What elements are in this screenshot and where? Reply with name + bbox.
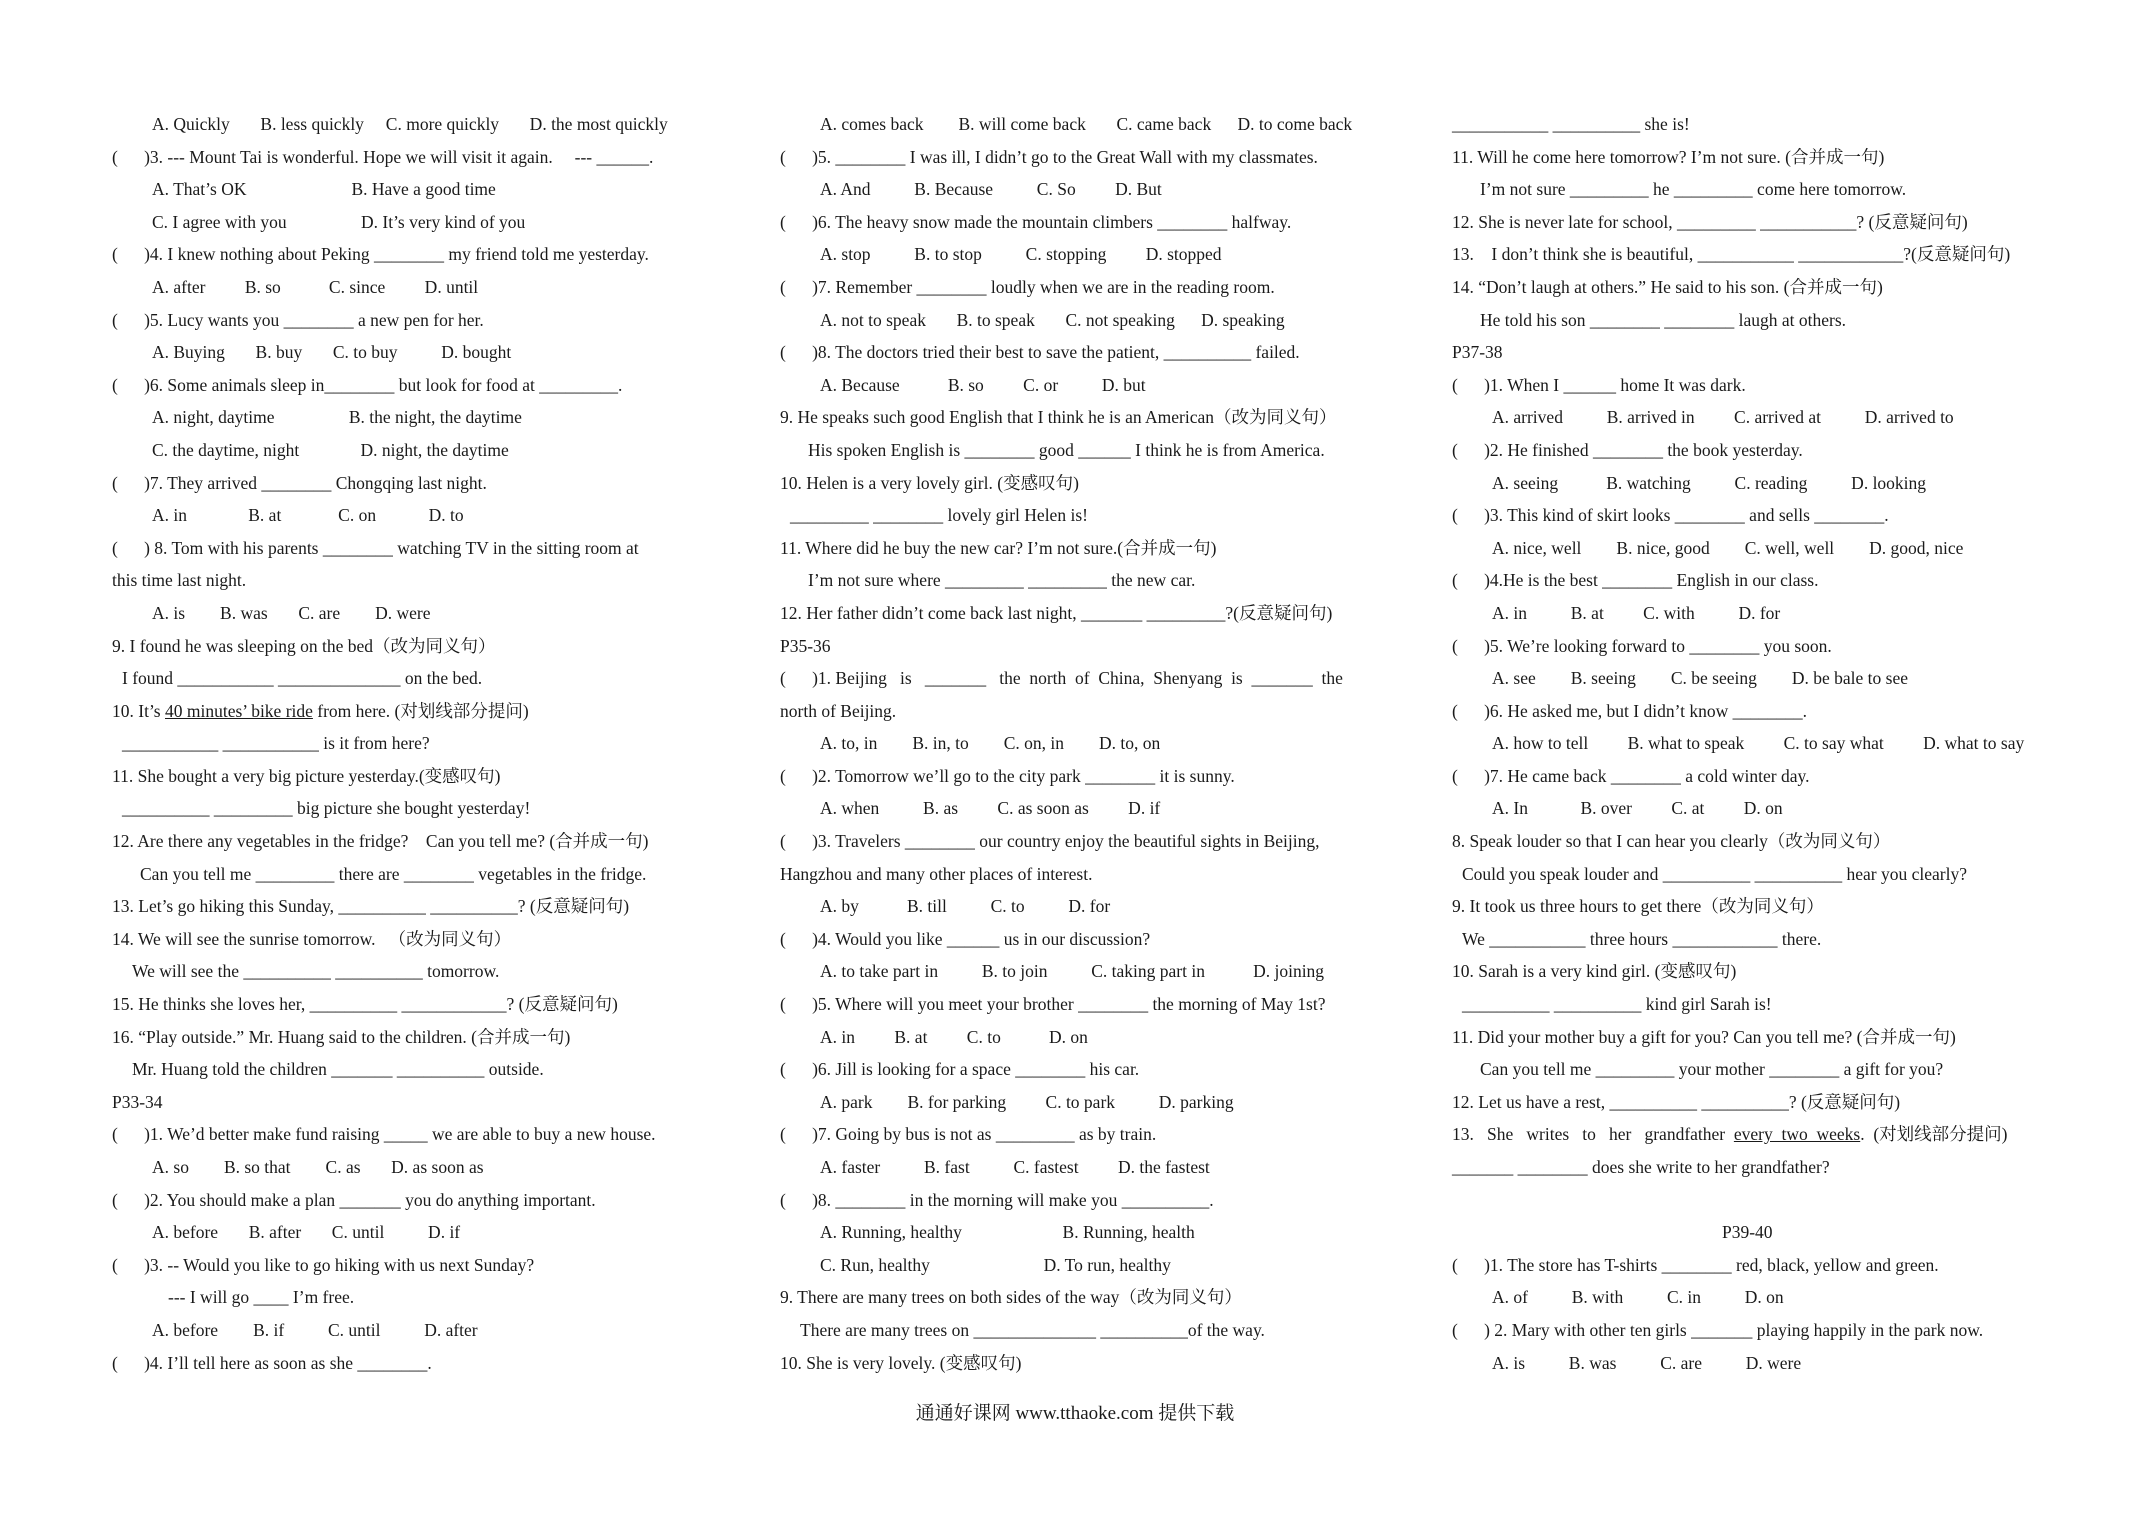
line-text: Can you tell me _________ there are ________ vegetables in the fridge.: [140, 863, 647, 884]
line-text: ( )6. Some animals sleep in________ but look for food at _________.: [112, 374, 623, 395]
line-text: A. In B. over C. at D. on: [1492, 798, 1783, 819]
line-text: A. night, daytime B. the night, the daytime: [152, 407, 522, 428]
line-text: A. in B. at C. to D. on: [820, 1026, 1088, 1047]
column-3: [1452, 108, 2052, 1379]
line-text: 10. It’s: [112, 700, 165, 721]
line-text: Can you tell me _________ your mother ________ a gift for you?: [1480, 1059, 1944, 1080]
line-text: We will see the __________ __________ tomorrow.: [132, 961, 500, 982]
line-text: ( )6. Jill is looking for a space ________ his car.: [780, 1059, 1140, 1080]
text-line: [780, 369, 1380, 402]
text-line: [1452, 630, 2052, 663]
underlined-text: every two weeks: [1733, 1124, 1861, 1145]
line-text: ( )4. I knew nothing about Peking ________ my friend told me yesterday.: [112, 244, 649, 265]
line-text: __________ __________ kind girl Sarah is!: [1462, 994, 1772, 1015]
text-line: [780, 1347, 1380, 1380]
text-line: [780, 271, 1380, 304]
line-text: 12. Are there any vegetables in the fridge? Can you tell me? (合并成一句): [112, 831, 649, 852]
text-line: [1452, 401, 2052, 434]
line-text: We ___________ three hours ____________ there.: [1462, 928, 1822, 949]
line-text: A. nice, well B. nice, good C. well, well D. good, nice: [1492, 537, 1964, 558]
text-line: [112, 1249, 712, 1282]
text-line: [112, 1086, 712, 1119]
text-line: [1452, 271, 2052, 304]
line-text: ( )2. He finished ________ the book yesterday.: [1452, 439, 1803, 460]
text-line: [112, 532, 712, 565]
text-line: [112, 108, 712, 141]
text-line: [1452, 532, 2052, 565]
line-text: I found ___________ ______________ on the bed.: [122, 668, 483, 689]
line-text: ( ) 2. Mary with other ten girls _______ playing happily in the park now.: [1452, 1319, 1984, 1340]
line-text: ___________ __________ she is!: [1452, 114, 1690, 134]
text-line: [112, 1281, 712, 1314]
line-text: 15. He thinks she loves her, __________ ____________? (反意疑问句): [112, 994, 618, 1015]
line-text: ( )5. Where will you meet your brother ________ the morning of May 1st?: [780, 994, 1326, 1015]
text-line: [112, 695, 712, 728]
text-line: [780, 727, 1380, 760]
line-text: ( )1. Beijing is _______ the north of China, Shenyang is _______ the: [780, 668, 1343, 689]
line-text: ( )4. I’ll tell here as soon as she ________.: [112, 1352, 432, 1373]
line-text: 11. Will he come here tomorrow? I’m not sure. (合并成一句): [1452, 146, 1885, 167]
text-line: [1452, 206, 2052, 239]
text-line: [112, 858, 712, 891]
text-line: [112, 792, 712, 825]
line-text: ( )4. Would you like ______ us in our discussion?: [780, 928, 1151, 949]
line-text: Hangzhou and many other places of interest.: [780, 863, 1093, 884]
text-line: [1452, 955, 2052, 988]
text-line: [780, 173, 1380, 206]
underlined-text: 40 minutes’ bike ride: [165, 700, 313, 721]
line-text: A. is B. was C. are D. were: [1492, 1352, 1802, 1373]
text-line: [112, 1347, 712, 1380]
text-line: [1452, 1118, 2052, 1151]
line-text: _______ ________ does she write to her grandfather?: [1452, 1157, 1830, 1177]
line-text: I’m not sure where _________ _________ the new car.: [808, 570, 1196, 591]
line-text: Could you speak louder and __________ __________ hear you clearly?: [1462, 863, 1967, 884]
line-text: 9. He speaks such good English that I think he is an American（改为同义句）: [780, 407, 1337, 428]
line-text: P35-36: [780, 635, 831, 656]
text-line: [1452, 369, 2052, 402]
text-line: [780, 792, 1380, 825]
text-line: [780, 1053, 1380, 1086]
text-line: [1452, 564, 2052, 597]
text-line: [1452, 304, 2052, 337]
line-text: There are many trees on ______________ __________of the way.: [800, 1319, 1265, 1340]
line-text: ( )7. He came back ________ a cold winter day.: [1452, 765, 1810, 786]
text-line: [1452, 434, 2052, 467]
text-line: [112, 1314, 712, 1347]
text-line: [112, 1053, 712, 1086]
line-text: ( )1. We’d better make fund raising _____ we are able to buy a new house.: [112, 1124, 656, 1145]
line-text: ( )8. ________ in the morning will make you __________.: [780, 1189, 1214, 1210]
text-line: [112, 238, 712, 271]
text-line: [1452, 825, 2052, 858]
text-line: [112, 1118, 712, 1151]
text-line: [112, 1151, 712, 1184]
line-text: A. Quickly B. less quickly C. more quickly D. the most quickly: [152, 114, 668, 134]
line-text: ( )7. Remember ________ loudly when we are in the reading room.: [780, 276, 1275, 297]
line-text: ( )1. The store has T-shirts ________ red, black, yellow and green.: [1452, 1254, 1939, 1275]
text-line: [112, 1184, 712, 1217]
text-line: [1452, 662, 2052, 695]
line-text: 9. I found he was sleeping on the bed（改为同义句）: [112, 635, 496, 656]
line-text: __________ _________ big picture she bought yesterday!: [122, 798, 531, 819]
text-line: [780, 1118, 1380, 1151]
column-1: [112, 108, 712, 1379]
text-line: [1452, 597, 2052, 630]
text-line: [112, 988, 712, 1021]
text-line: [780, 760, 1380, 793]
line-text: 10. Helen is a very lovely girl. (变感叹句): [780, 472, 1079, 493]
line-text: 12. She is never late for school, _________ ___________? (反意疑问句): [1452, 211, 1968, 232]
text-line: [112, 923, 712, 956]
line-text: 8. Speak louder so that I can hear you clearly（改为同义句）: [1452, 831, 1891, 852]
text-line: [1452, 1053, 2052, 1086]
line-text: 14. We will see the sunrise tomorrow. （改为同义句）: [112, 928, 512, 949]
text-line: [1452, 923, 2052, 956]
text-line: [112, 597, 712, 630]
text-line: [112, 760, 712, 793]
text-line: [780, 401, 1380, 434]
line-text: 11. Did your mother buy a gift for you? Can you tell me? (合并成一句): [1452, 1026, 1956, 1047]
text-line: [1452, 988, 2052, 1021]
text-line: [780, 532, 1380, 565]
line-text: A. of B. with C. in D. on: [1492, 1287, 1784, 1308]
text-line: [780, 141, 1380, 174]
line-text: 14. “Don’t laugh at others.” He said to his son. (合并成一句): [1452, 276, 1883, 297]
text-line: [1452, 467, 2052, 500]
line-text: ( )3. --- Mount Tai is wonderful. Hope we will visit it again. --- ______.: [112, 146, 654, 167]
text-line: [780, 662, 1380, 695]
text-line: [780, 1086, 1380, 1119]
text-line: [780, 1184, 1380, 1217]
line-text: --- I will go ____ I’m free.: [168, 1287, 355, 1308]
line-text: A. park B. for parking C. to park D. parking: [820, 1091, 1234, 1112]
text-line: [780, 467, 1380, 500]
text-line: [780, 988, 1380, 1021]
line-text: north of Beijing.: [780, 700, 897, 721]
text-line: [780, 108, 1380, 141]
line-text: A. That’s OK B. Have a good time: [152, 179, 496, 200]
line-text: A. see B. seeing C. be seeing D. be bale to see: [1492, 668, 1909, 689]
line-text: ( )5. Lucy wants you ________ a new pen for her.: [112, 309, 484, 330]
line-text: C. Run, healthy D. To run, healthy: [820, 1254, 1171, 1275]
text-line: [1452, 336, 2052, 369]
text-line: [1452, 890, 2052, 923]
text-line: [780, 923, 1380, 956]
text-line: [112, 336, 712, 369]
text-line: [1452, 695, 2052, 728]
line-text: A. Because B. so C. or D. but: [820, 374, 1146, 395]
line-text: 13. I don’t think she is beautiful, ___________ ____________?(反意疑问句): [1452, 244, 2011, 265]
line-text: ( )5. ________ I was ill, I didn’t go to the Great Wall with my classmates.: [780, 146, 1318, 167]
line-text: A. faster B. fast C. fastest D. the fastest: [820, 1157, 1210, 1177]
line-text-tail: from here. (对划线部分提问): [312, 700, 529, 721]
line-text: C. I agree with you D. It’s very kind of you: [152, 211, 526, 232]
text-line: [780, 1021, 1380, 1054]
text-line: [1452, 238, 2052, 271]
text-line: [780, 1151, 1380, 1184]
text-line: [780, 695, 1380, 728]
line-text: ( )3. Travelers ________ our country enjoy the beautiful sights in Beijing,: [780, 831, 1320, 852]
line-text: A. stop B. to stop C. stopping D. stopped: [820, 244, 1222, 265]
text-line: [112, 206, 712, 239]
line-text: P33-34: [112, 1091, 163, 1112]
text-line: [780, 1314, 1380, 1347]
text-line: [1452, 1347, 2052, 1380]
text-line: [112, 141, 712, 174]
text-line: [1452, 173, 2052, 206]
line-text-tail: . (对划线部分提问): [1860, 1124, 2008, 1145]
text-line: [112, 369, 712, 402]
line-text: A. arrived B. arrived in C. arrived at D. arrived to: [1492, 407, 1954, 428]
line-text: 13. Let’s go hiking this Sunday, __________ __________? (反意疑问句): [112, 896, 630, 917]
text-line: [780, 825, 1380, 858]
text-line: [112, 271, 712, 304]
line-text: A. to take part in B. to join C. taking part in D. joining: [820, 961, 1325, 982]
text-line: [1452, 727, 2052, 760]
text-line: [780, 206, 1380, 239]
line-text: 9. There are many trees on both sides of the way（改为同义句）: [780, 1287, 1242, 1308]
text-line: [112, 1216, 712, 1249]
text-line: [112, 1021, 712, 1054]
line-text: ( )2. You should make a plan _______ you do anything important.: [112, 1189, 596, 1210]
line-text: A. And B. Because C. So D. But: [820, 179, 1162, 200]
line-text: Mr. Huang told the children _______ __________ outside.: [132, 1059, 544, 1080]
line-text: P39-40: [1722, 1222, 1773, 1243]
line-text: C. the daytime, night D. night, the daytime: [152, 439, 509, 460]
line-text: 16. “Play outside.” Mr. Huang said to the children. (合并成一句): [112, 1026, 571, 1047]
line-text: ( )5. We’re looking forward to ________ you soon.: [1452, 635, 1832, 656]
line-text: A. in B. at C. with D. for: [1492, 602, 1781, 623]
text-line: [112, 825, 712, 858]
text-line: [780, 597, 1380, 630]
line-text: A. how to tell B. what to speak C. to say what D. what to say: [1492, 733, 2025, 754]
line-text: ( )8. The doctors tried their best to save the patient, __________ failed.: [780, 342, 1300, 363]
text-line: [112, 890, 712, 923]
text-line: [1452, 1184, 2052, 1217]
text-line: [112, 955, 712, 988]
line-text: A. not to speak B. to speak C. not speaking D. speaking: [820, 309, 1285, 330]
text-line: [1452, 1086, 2052, 1119]
line-text: A. Running, healthy B. Running, health: [820, 1222, 1195, 1243]
text-line: [780, 499, 1380, 532]
text-line: [1452, 1281, 2052, 1314]
line-text: ( )3. This kind of skirt looks ________ and sells ________.: [1452, 505, 1889, 526]
line-text: 12. Let us have a rest, __________ __________? (反意疑问句): [1452, 1091, 1901, 1112]
line-text: ( )3. -- Would you like to go hiking with us next Sunday?: [112, 1254, 535, 1275]
line-text: A. to, in B. in, to C. on, in D. to, on: [820, 733, 1161, 754]
page-footer: 通通好课网 www.tthaoke.com 提供下载: [915, 1403, 1235, 1424]
text-line: [1452, 499, 2052, 532]
text-line: [1452, 141, 2052, 174]
text-line: [1452, 1021, 2052, 1054]
line-text: ( )6. He asked me, but I didn’t know ________.: [1452, 700, 1807, 721]
text-line: [780, 630, 1380, 663]
text-line: [780, 434, 1380, 467]
text-line: [1452, 760, 2052, 793]
column-2: [780, 108, 1380, 1379]
text-line: [112, 630, 712, 663]
line-text: 10. Sarah is a very kind girl. (变感叹句): [1452, 961, 1737, 982]
text-line: [780, 955, 1380, 988]
line-text: 13. She writes to her grandfather: [1452, 1124, 1734, 1145]
line-text: I’m not sure _________ he _________ come here tomorrow.: [1480, 179, 1907, 200]
line-text: A. seeing B. watching C. reading D. looking: [1492, 472, 1927, 493]
line-text: A. when B. as C. as soon as D. if: [820, 798, 1161, 819]
text-line: [112, 467, 712, 500]
text-line: [112, 727, 712, 760]
text-line: [780, 304, 1380, 337]
text-line: [780, 238, 1380, 271]
line-text: 10. She is very lovely. (变感叹句): [780, 1352, 1022, 1373]
line-text: ( ) 8. Tom with his parents ________ watching TV in the sitting room at: [112, 537, 639, 558]
line-text: ( )7. They arrived ________ Chongqing last night.: [112, 472, 487, 493]
line-text: A. after B. so C. since D. until: [152, 276, 479, 297]
text-line: [780, 1281, 1380, 1314]
line-text: A. before B. if C. until D. after: [152, 1319, 478, 1340]
text-line: [112, 662, 712, 695]
text-line: [780, 1249, 1380, 1282]
line-text: 11. Where did he buy the new car? I’m not sure.(合并成一句): [780, 537, 1217, 558]
line-text: He told his son ________ ________ laugh at others.: [1480, 309, 1847, 330]
text-line: [780, 858, 1380, 891]
line-text: A. Buying B. buy C. to buy D. bought: [152, 342, 512, 363]
text-line: [112, 304, 712, 337]
line-text: P37-38: [1452, 342, 1503, 363]
text-line: [780, 890, 1380, 923]
line-text: this time last night.: [112, 570, 247, 591]
line-text: 11. She bought a very big picture yesterday.(变感叹句): [112, 765, 501, 786]
text-line: [1452, 1314, 2052, 1347]
line-text: ___________ ___________ is it from here?: [122, 733, 430, 754]
text-line: [780, 336, 1380, 369]
text-line: [1452, 108, 2052, 141]
text-line: [112, 401, 712, 434]
line-text: His spoken English is ________ good ______ I think he is from America.: [808, 439, 1325, 460]
line-text: A. in B. at C. on D. to: [152, 505, 464, 526]
line-text: ( )7. Going by bus is not as _________ as by train.: [780, 1124, 1157, 1145]
text-line: [1452, 858, 2052, 891]
line-text: A. so B. so that C. as D. as soon as: [152, 1157, 484, 1177]
line-text: A. comes back B. will come back C. came back D. to come back: [820, 114, 1353, 134]
line-text: A. before B. after C. until D. if: [152, 1222, 461, 1243]
line-text: 9. It took us three hours to get there（改为同义句）: [1452, 896, 1824, 917]
text-line: [1452, 1216, 2052, 1249]
line-text: ( )6. The heavy snow made the mountain climbers ________ halfway.: [780, 211, 1292, 232]
text-line: [780, 1216, 1380, 1249]
text-line: [1452, 792, 2052, 825]
line-text: ( )1. When I ______ home It was dark.: [1452, 374, 1746, 395]
text-line: [780, 564, 1380, 597]
text-line: [112, 434, 712, 467]
line-text: _________ ________ lovely girl Helen is!: [790, 505, 1088, 526]
text-line: [112, 173, 712, 206]
text-line: [1452, 1151, 2052, 1184]
text-line: [112, 564, 712, 597]
line-text: A. is B. was C. are D. were: [152, 602, 431, 623]
text-line: [112, 499, 712, 532]
line-text: 12. Her father didn’t come back last night, _______ _________?(反意疑问句): [780, 602, 1333, 623]
text-line: [1452, 1249, 2052, 1282]
line-text: ( )4.He is the best ________ English in our class.: [1452, 570, 1819, 591]
line-text: A. by B. till C. to D. for: [820, 896, 1111, 917]
line-text: ( )2. Tomorrow we’ll go to the city park ________ it is sunny.: [780, 765, 1235, 786]
